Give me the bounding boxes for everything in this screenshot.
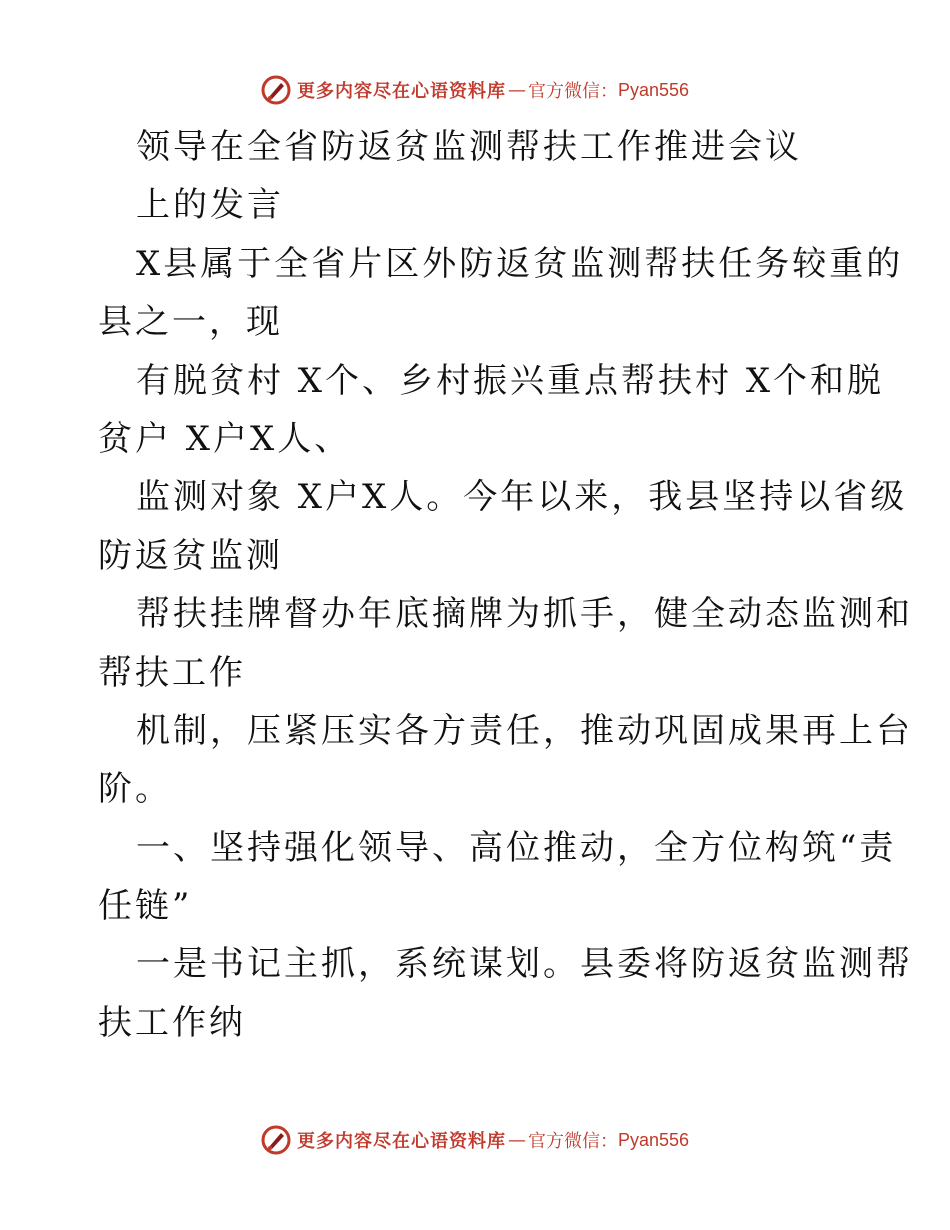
- paragraph-line: 一是书记主抓，系统谋划。县委将防返贫监测帮: [136, 944, 913, 985]
- section-heading-line: 一、坚持强化领导、高位推动，全方位构筑“责: [136, 827, 897, 868]
- watermark-wechat-label: 官方微信：: [527, 1131, 618, 1152]
- watermark-wechat-id: Pyan556: [617, 79, 690, 100]
- title-line-1: 领导在全省防返贫监测帮扶工作推进会议: [136, 127, 802, 167]
- watermark-separator: —: [507, 79, 526, 101]
- watermark-separator: —: [507, 1129, 526, 1151]
- pen-logo-icon: [261, 1125, 291, 1155]
- paragraph-line: 防返贫监测: [98, 535, 283, 576]
- watermark-wechat-label: 官方微信：: [527, 81, 618, 102]
- paragraph-line: 扶工作纳: [98, 1002, 246, 1043]
- header-watermark: [0, 72, 950, 108]
- watermark-wechat-id: Pyan556: [617, 1129, 690, 1150]
- paragraph-line: 有脱贫村 X个、乡村振兴重点帮扶村 X个和脱: [136, 360, 885, 401]
- section-heading-line: 任链”: [98, 886, 193, 927]
- watermark-text: 更多内容尽在心语资料库: [296, 81, 506, 102]
- paragraph-line: 机制，压紧压实各方责任，推动巩固成果再上台: [136, 710, 913, 751]
- document-body: [98, 118, 913, 1052]
- paragraph-line: 帮扶挂牌督办年底摘牌为抓手，健全动态监测和: [136, 594, 913, 635]
- paragraph-line: X县属于全省片区外防返贫监测帮扶任务较重的: [136, 243, 904, 284]
- watermark-text: 更多内容尽在心语资料库: [296, 1131, 506, 1152]
- paragraph-line: 帮扶工作: [98, 652, 246, 693]
- paragraph-line: 阶。: [98, 769, 172, 810]
- paragraph-line: 贫户 X户X人、: [98, 418, 352, 459]
- pen-logo-icon: [261, 75, 291, 105]
- paragraph-line: 县之一，现: [98, 302, 283, 343]
- footer-watermark: [0, 1122, 950, 1158]
- paragraph-line: 监测对象 X户X人。今年以来，我县坚持以省级: [136, 477, 908, 518]
- title-line-2: 上的发言: [136, 185, 284, 226]
